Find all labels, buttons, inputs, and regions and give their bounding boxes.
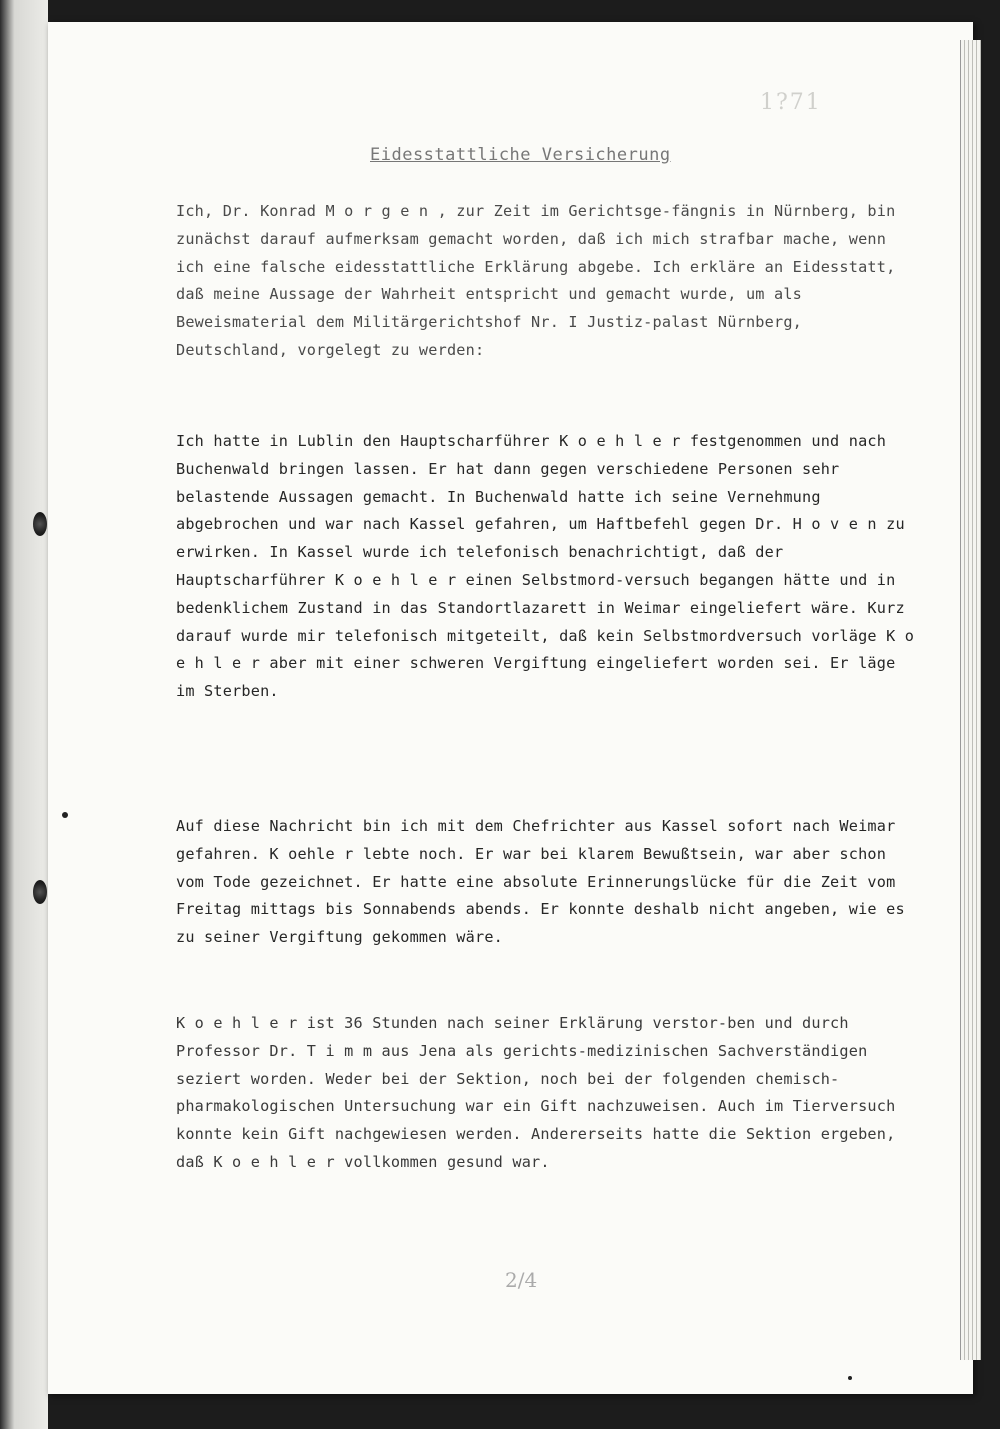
paragraph-intro: Ich, Dr. Konrad M o r g e n , zur Zeit im Gerichtsge-fängnis in Nürnberg, bin zunächst darauf aufmerksam gemacht worden, daß ich mich strafbar mache, wenn ich eine falsche eidesstattliche Erklärung abgebe. Ich erkläre an Eidesstatt, daß meine Aussage der Wahrheit entspricht und gemacht wurde, um als Beweismaterial dem Militärgerichtshof Nr. I Justiz-palast Nürnberg, Deutschland, vorgelegt zu werden: [176, 202, 896, 359]
paragraph-weimar: Auf diese Nachricht bin ich mit dem Chefrichter aus Kassel sofort nach Weimar gefahren. K oehle r lebte noch. Er war bei klarem Bewußtsein, war aber schon vom Tode gezeichnet. Er hatte eine absolute Erinnerungslücke für die Zeit vom Freitag mittags bis Sonnabends abends. Er konnte deshalb nicht angeben, wie es zu seiner Vergiftung gekommen wäre. [176, 817, 905, 947]
paragraph-autopsy: K o e h l e r ist 36 Stunden nach seiner Erklärung verstor-ben und durch Professor Dr. T i m m aus Jena als gerichts-medizinischen Sachverständigen seziert worden. Weder bei der Sektion, noch bei der folgenden chemisch-pharmakologischen Untersuchung war ein Gift nachzuweisen. Auch im Tierversuch konnte kein Gift nachgewiesen werden. Andererseits hatte die Sektion ergeben, daß K o e h l e r vollkommen gesund war. [176, 1014, 896, 1171]
ink-mark [62, 812, 68, 818]
ink-mark [848, 1376, 852, 1380]
page-mark: 2/4 [505, 1268, 538, 1292]
punch-hole-bottom [33, 880, 47, 904]
folio-number: 1?71 [760, 90, 822, 115]
paragraph-arrest: Ich hatte in Lublin den Hauptscharführer K o e h l e r festgenommen und nach Buchenwald bringen lassen. Er hat dann gegen verschiedene Personen sehr belastende Aussagen gemacht. In Buchenwald hatte ich seine Vernehmung abgebrochen und war nach Kassel gefahren, um Haftbefehl gegen Dr. H o v e n zu erwirken. In Kassel wurde ich telefonisch benachrichtigt, daß der Hauptscharführer K o e h l e r einen Selbstmord-versuch begangen hätte und in bedenklichem Zustand in das Standortlazarett in Weimar eingeliefert wäre. Kurz darauf wurde mir telefonisch mitgeteilt, daß kein Selbstmordversuch vorläge K o e h l e r aber mit einer schweren Vergiftung eingeliefert worden sei. Er läge im Sterben. [176, 432, 915, 701]
document-title: Eidesstattliche Versicherung [370, 145, 671, 165]
page-stack-edge [960, 40, 981, 1360]
punch-hole-top [33, 512, 47, 536]
binder-edge [0, 0, 48, 1429]
